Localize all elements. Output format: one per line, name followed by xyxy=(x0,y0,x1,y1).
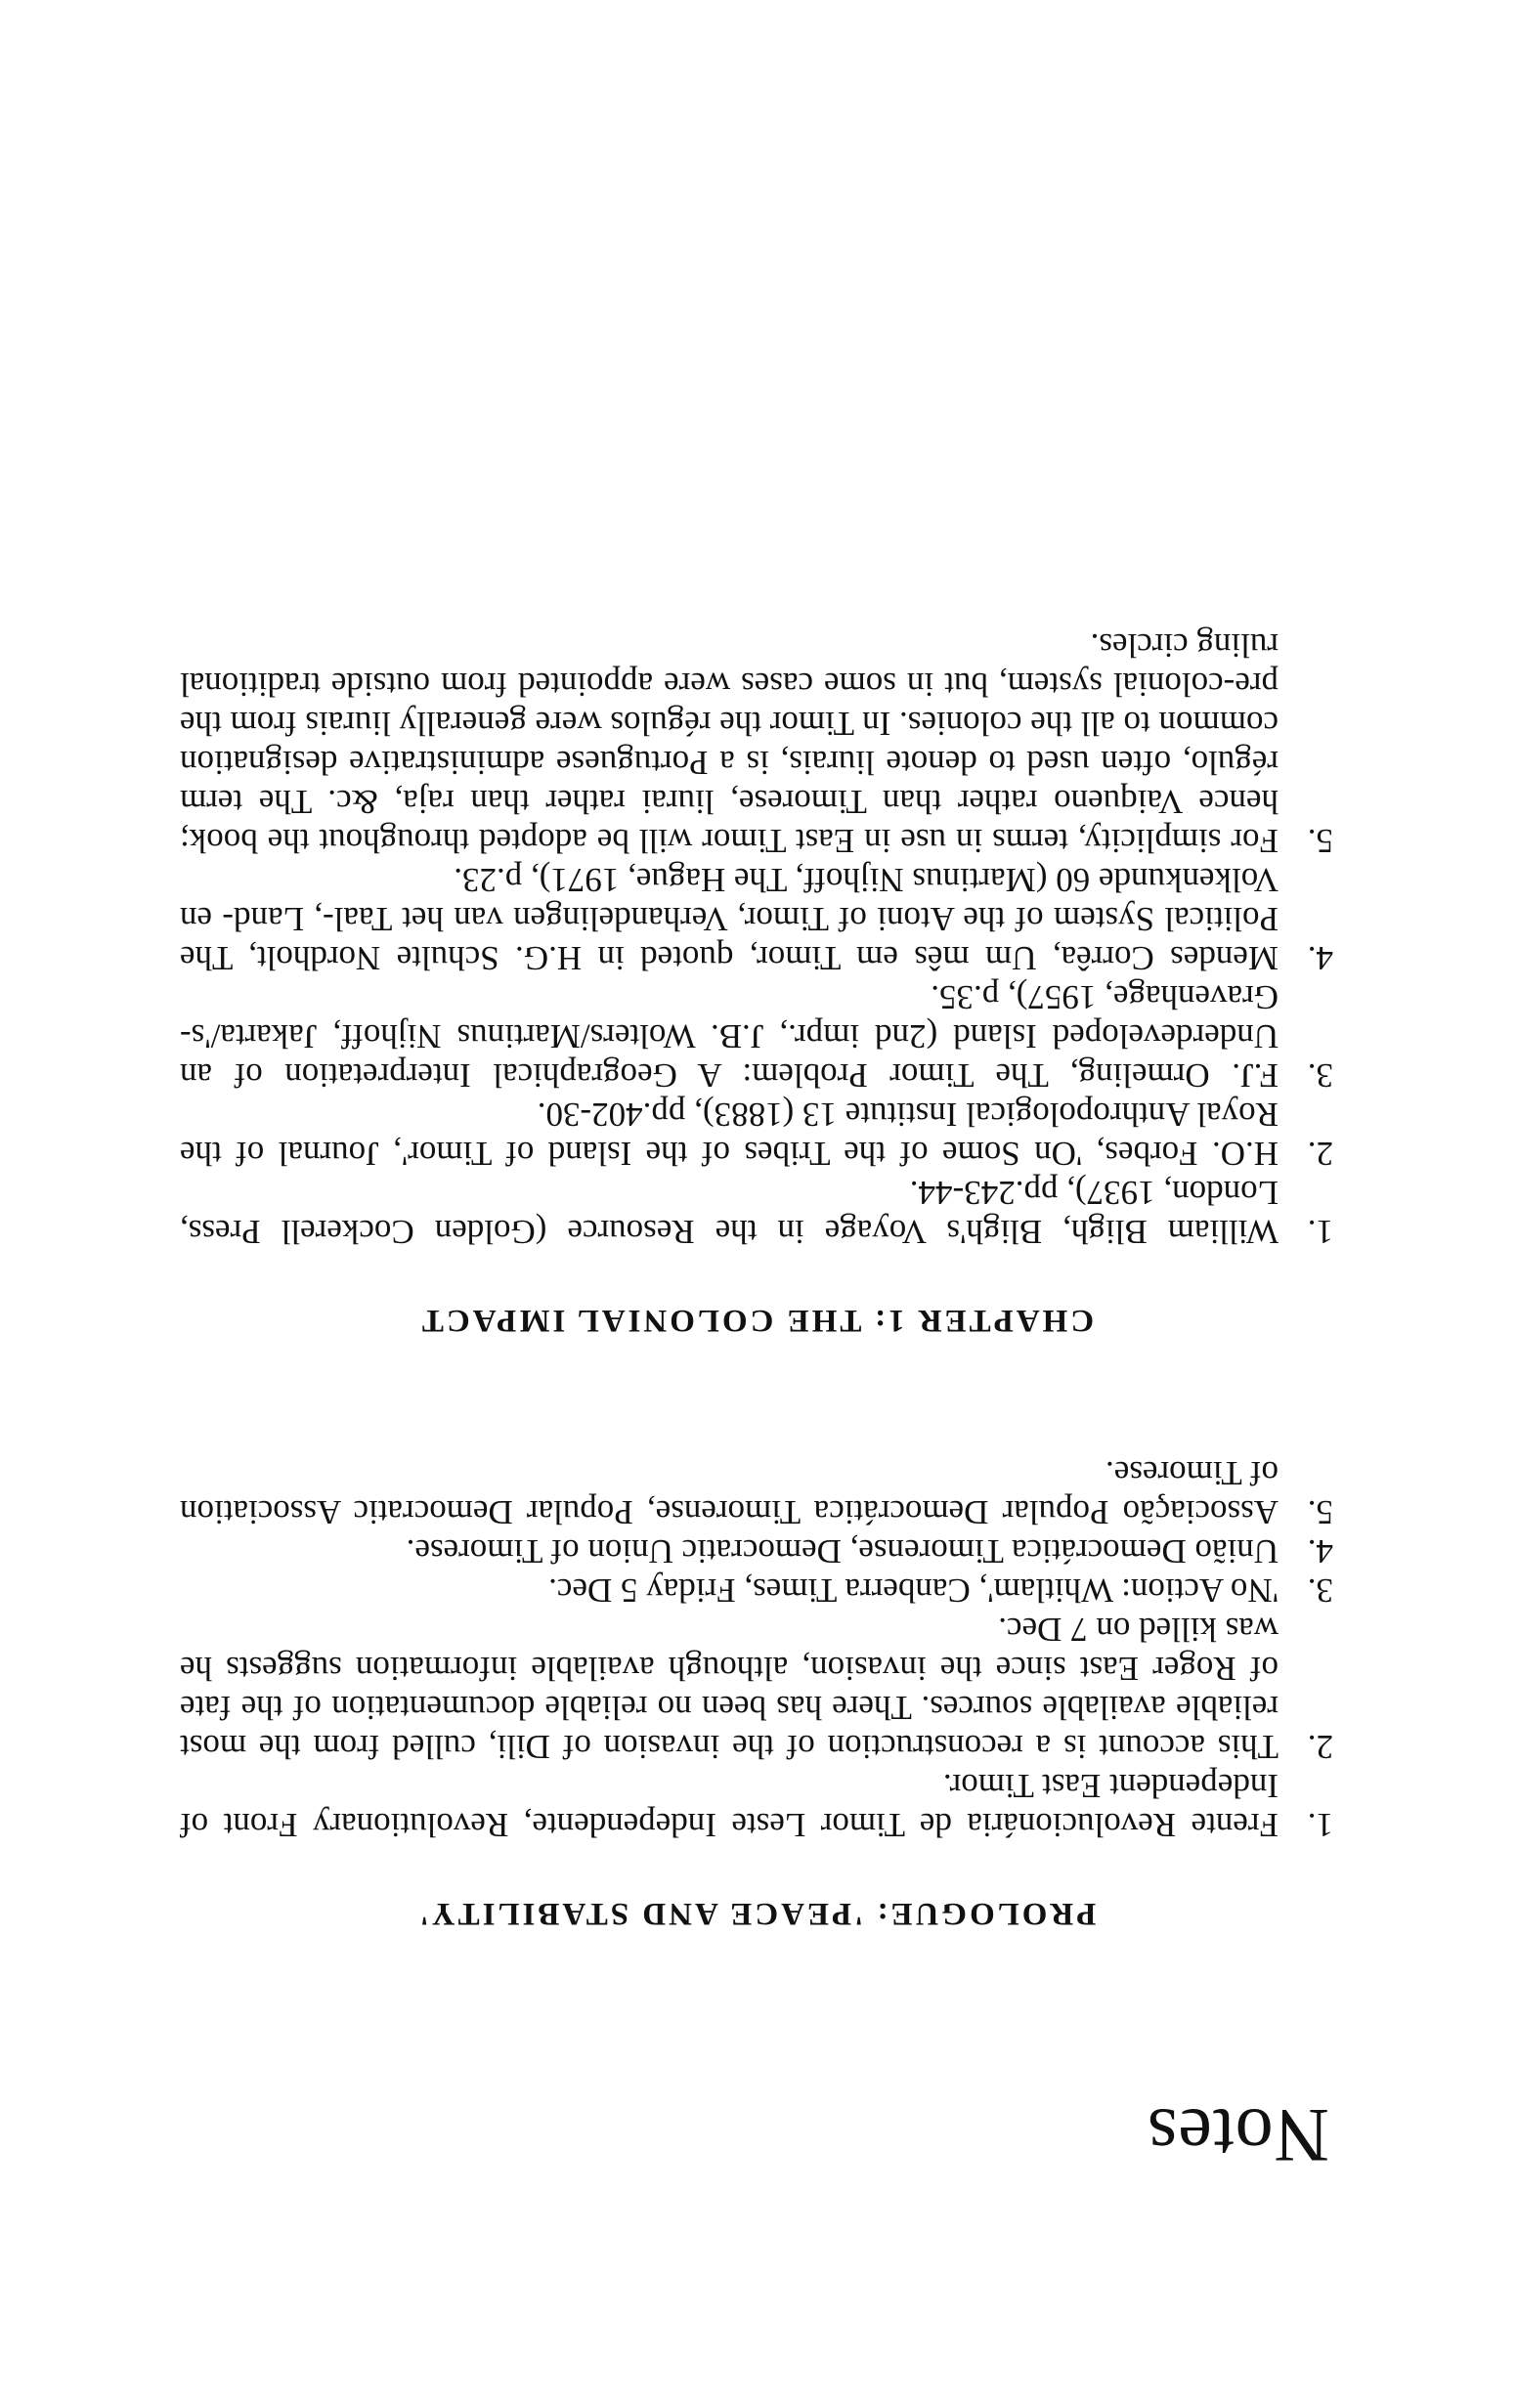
note-text: Associação Popular Democrática Timorense, Popular Democratic Association of Timorese. xyxy=(180,1454,1279,1531)
text-column xyxy=(180,625,1333,2178)
note-number: 4. xyxy=(1307,1532,1333,1570)
note-item xyxy=(180,860,1333,977)
note-text: 'No Action: Whitlam', Canberra Times, Friday 5 Dec. xyxy=(548,1571,1279,1610)
chapter1-notes-list xyxy=(180,625,1333,1251)
note-item xyxy=(180,1173,1333,1251)
note-number: 5. xyxy=(1307,822,1333,860)
note-number: 2. xyxy=(1307,1135,1333,1173)
section-heading-chapter-1: CHAPTER 1: THE COLONIAL IMPACT xyxy=(418,1303,1095,1338)
note-number: 4. xyxy=(1307,939,1333,977)
note-number: 3. xyxy=(1307,1571,1333,1610)
note-number: 1. xyxy=(1307,1806,1333,1844)
note-number: 5. xyxy=(1307,1493,1333,1531)
note-text: This account is a reconstruction of the invasion of Dili, culled from the most reliable available sources. There has been no reliable documentation of the fate of Roger East since the invasion, although available information suggests he was killed on 7 Dec. xyxy=(180,1611,1279,1766)
note-text: Mendes Corrêa, Um mês em Timor, quoted in H.G. Schulte Nordholt, The Political System of the Atoni of Timor, Verhandelingen van het Taal-, Land- en Volkenkunde 60 (Martinus Nijhoff, The Hague, 1971), p.23. xyxy=(180,861,1279,977)
note-text: For simplicity, terms in use in East Timor will be adopted throughout the book; hence Vaiqueno rather than Timorese, liurai rather than raja, &c. The term régulo, often used to denote liurais, is a Portuguese administrative designation common to all the colonies. In Timor the régulos were generally liurais from the pre-colonial system, but in some cases were appointed from outside traditional ruling circles. xyxy=(180,626,1279,860)
note-item xyxy=(180,1531,1333,1570)
section-heading-prologue: PROLOGUE: 'PEACE AND STABILITY' xyxy=(416,1896,1097,1931)
note-item xyxy=(180,1570,1333,1610)
note-text: H.O. Forbes, 'On Some of the Tribes of the Island of Timor', Journal of the Royal Anthropological Institute 13 (1883), pp.402-30. xyxy=(180,1096,1279,1173)
note-text: William Bligh, Bligh's Voyage in the Resource (Golden Cockerell Press, London, 1937), pp.243-44. xyxy=(180,1174,1279,1251)
note-number: 3. xyxy=(1307,1056,1333,1095)
note-item xyxy=(180,977,1333,1095)
page-title: Notes xyxy=(1147,2093,1329,2178)
note-number: 2. xyxy=(1307,1728,1333,1766)
note-text: Frente Revolucionária de Timor Leste Independente, Revolutionary Front of Independent East Timor. xyxy=(180,1767,1279,1844)
note-item xyxy=(180,1453,1333,1531)
prologue-notes-list xyxy=(180,1453,1333,1844)
note-item xyxy=(180,1766,1333,1844)
note-text: F.J. Ormeling, The Timor Problem: A Geographical Interpretation of an Underdeveloped Island (2nd impr., J.B. Wolters/Martinus Nijhoff, Jakarta/'s-Gravenhage, 1957), p.35. xyxy=(180,978,1279,1095)
note-item xyxy=(180,625,1333,860)
note-item xyxy=(180,1095,1333,1173)
note-text: União Democrática Timorense, Democratic Union of Timorese. xyxy=(406,1532,1279,1570)
note-item xyxy=(180,1610,1333,1766)
note-number: 1. xyxy=(1307,1213,1333,1251)
